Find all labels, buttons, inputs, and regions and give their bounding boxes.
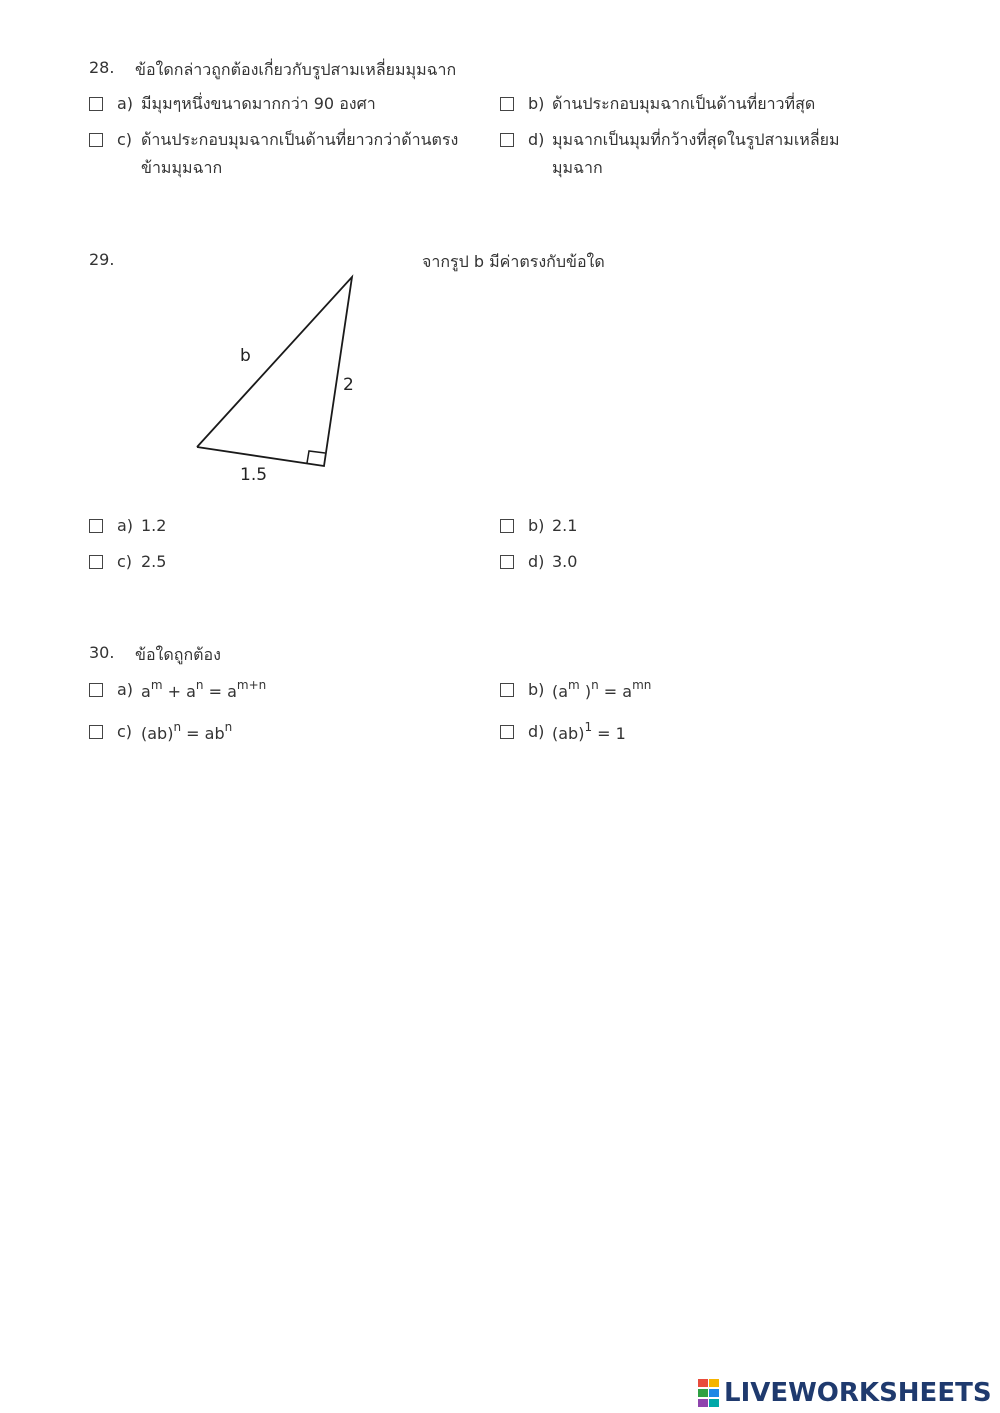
formula-base: a: [141, 682, 151, 701]
q28-option-c: [89, 126, 476, 182]
formula-text: = 1: [592, 724, 626, 743]
formula-exponent: n: [173, 719, 182, 734]
vertical-side-label: 2: [343, 375, 354, 395]
q28-option-b: [500, 90, 887, 118]
option-formula: [141, 676, 476, 706]
hypotenuse-label: b: [240, 346, 251, 366]
q28-option-c-checkbox[interactable]: [89, 133, 103, 147]
option-letter: a): [117, 680, 134, 699]
base-side-label: 1.5: [240, 465, 268, 485]
formula-exponent: n: [591, 677, 599, 692]
q29-option-b: [500, 512, 887, 540]
formula-text: = ab: [181, 724, 225, 743]
option-letter: c): [117, 552, 133, 571]
q28-option-a: [89, 90, 476, 118]
option-text: มีมุมๆหนึ่งขนาดมากกว่า 90 องศา: [141, 94, 376, 113]
option-text: มุมฉากเป็นมุมที่กว้างที่สุดในรูปสามเหลี่ยมมุมฉาก: [552, 130, 840, 177]
option-letter: d): [528, 130, 545, 149]
q29-option-c-checkbox[interactable]: [89, 555, 103, 569]
liveworksheets-logo: [698, 1378, 992, 1408]
q30-option-c-checkbox[interactable]: [89, 725, 103, 739]
option-letter: a): [117, 94, 134, 113]
option-text: ด้านประกอบมุมฉากเป็นด้านที่ยาวที่สุด: [552, 94, 816, 113]
q30-option-a: [89, 676, 476, 706]
formula-base: (a: [552, 682, 569, 701]
q28-option-a-checkbox[interactable]: [89, 97, 103, 111]
q29-option-c: [89, 548, 476, 576]
formula-base: (ab): [141, 724, 174, 743]
option-text: 1.2: [141, 516, 167, 535]
q29-option-d: [500, 548, 887, 576]
q29-option-d-checkbox[interactable]: [500, 555, 514, 569]
right-triangle-figure: [190, 270, 370, 490]
formula-text: ): [579, 682, 592, 701]
q28-option-d-checkbox[interactable]: [500, 133, 514, 147]
formula-exponent: mn: [632, 677, 652, 692]
logo-text: LIVEWORKSHEETS: [724, 1378, 992, 1408]
option-letter: b): [528, 94, 545, 113]
option-letter: b): [528, 680, 545, 699]
option-text: ด้านประกอบมุมฉากเป็นด้านที่ยาวกว่าด้านตรงข้ามมุมฉาก: [141, 130, 459, 177]
q30-option-c: [89, 718, 476, 748]
q29-option-a-checkbox[interactable]: [89, 519, 103, 533]
formula-exponent: 1: [584, 719, 593, 734]
q30-option-d: [500, 718, 887, 748]
question-30-text: ข้อใดถูกต้อง: [135, 645, 221, 664]
option-letter: c): [117, 722, 133, 741]
q30-option-a-checkbox[interactable]: [89, 683, 103, 697]
formula-text: = a: [598, 682, 633, 701]
formula-exponent: n: [224, 719, 233, 734]
question-30-number: 30.: [89, 643, 115, 662]
q28-option-b-checkbox[interactable]: [500, 97, 514, 111]
option-letter: c): [117, 130, 133, 149]
option-text: 3.0: [552, 552, 578, 571]
option-formula: [552, 718, 887, 748]
option-text: 2.1: [552, 516, 578, 535]
formula-text: + a: [162, 682, 196, 701]
option-letter: a): [117, 516, 134, 535]
q29-option-b-checkbox[interactable]: [500, 519, 514, 533]
option-letter: b): [528, 516, 545, 535]
option-letter: d): [528, 552, 545, 571]
triangle-outline: [197, 277, 352, 466]
question-29-number: 29.: [89, 250, 115, 269]
q28-option-d: [500, 126, 887, 182]
formula-base: (ab): [552, 724, 585, 743]
question-28-text: ข้อใดกล่าวถูกต้องเกี่ยวกับรูปสามเหลี่ยมมุมฉาก: [135, 60, 457, 79]
formula-exponent: m: [150, 677, 163, 692]
q30-option-d-checkbox[interactable]: [500, 725, 514, 739]
q29-option-a: [89, 512, 476, 540]
formula-text: = a: [203, 682, 237, 701]
right-angle-marker: [307, 451, 325, 463]
q30-option-b-checkbox[interactable]: [500, 683, 514, 697]
q30-option-b: [500, 676, 887, 706]
logo-mark-icon: [698, 1378, 720, 1408]
option-formula: [552, 676, 887, 706]
question-29-text: จากรูป b มีค่าตรงกับข้อใด: [422, 252, 605, 271]
formula-exponent: m: [568, 677, 580, 692]
option-text: 2.5: [141, 552, 167, 571]
option-formula: [141, 718, 476, 748]
question-28-number: 28.: [89, 58, 115, 77]
formula-exponent: n: [195, 677, 204, 692]
formula-exponent: m+n: [236, 677, 267, 692]
option-letter: d): [528, 722, 545, 741]
